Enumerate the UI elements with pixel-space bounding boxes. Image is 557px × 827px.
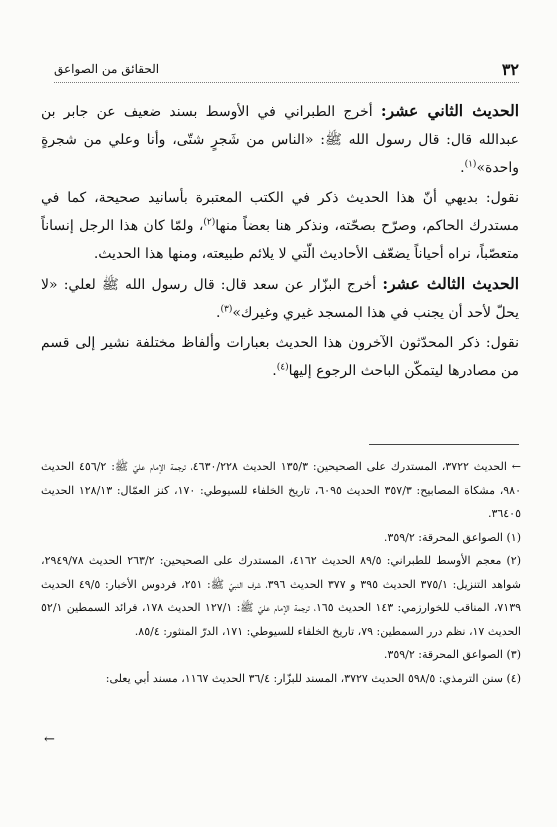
period: . — [272, 363, 277, 379]
footnote-3: (٣) الصواعق المحرقة: ٣٥٩/٢. — [383, 648, 521, 661]
footnote-ref-3[interactable]: (٣) — [220, 304, 233, 315]
hadith-13-paragraph — [41, 270, 519, 327]
commentary-1-text-a: نقول: بديهي أنّ هذا الحديث ذكر في الكتب المعتبرة بأسانيد صحيحة، كما في مستدرك الحاكم، وصرّح بصحّته، ونذكر هنا بعضاً منها — [41, 190, 519, 234]
footnote-1: (١) الصواعق المحرقة: ٣٥٩/٢. — [383, 530, 521, 544]
hadith-12-text: أخرج الطبراني في الأوسط بسند ضعيف عن جابر بن عبدالله قال: قال رسول الله ﷺ: «الناس من شَجرٍ شتّى، وأنا وعلي من شجرةٍ واحدة» — [41, 104, 519, 176]
footnote-ref-1[interactable]: (١) — [464, 159, 477, 170]
footnote-4: (٤) سنن الترمذي: ٥٩٨/٥ الحديث ٣٧٢٧، المسند للبزّار: ٣٦/٤ الحديث ١١٦٧، مسند أبي يعلى: — [105, 671, 521, 685]
footnote-continuation: ← الحديث ٣٧٢٢، المستدرك على الصحيحين: ١٣٥/٣ الحديث ٤٦٣٠/٢٢٨، ترجمة الإمام عليّ ﷺ: ٤٥٦/٢ الحديث ٩٨٠، مشكاة المصابيح: ٣٥٧/٣ الحديث ٦٠٩٥، تاريخ الخلفاء للسيوطي: ١٧٠، كنز العمّال: ١٢٨/١٣ الحديث ٣٦٤٠٥. — [41, 460, 522, 520]
footnote-ref-4[interactable]: (٤) — [276, 362, 289, 373]
main-text — [41, 97, 519, 387]
period: . — [216, 305, 221, 321]
page-header — [54, 58, 519, 83]
hadith-13-text: أخرج البزّار عن سعد قال: قال رسول الله ﷺ لعلي: «لا يحلّ لأحد أن يجنب في هذا المسجد غيري وغيرك» — [41, 277, 519, 321]
page-number: ٣٢ — [501, 60, 519, 79]
hadith-13-heading: الحديث الثالث عشر: — [382, 274, 520, 293]
footnote-2: (٢) معجم الأوسط للطبراني: ٨٩/٥ الحديث ٤١٦٢، المستدرك على الصحيحين: ٢٦٣/٢ الحديث ٢٩٤٩/٧٨، شواهد التنزيل: ٣٧٥/١ الحديث ٣٩٥ و ٣٧٧ الحديث ٣٩٦، شرف النبيّ ﷺ: ٢٥١، فردوس الأخبار: ٤٩/٥ الحديث ٧١٣٩، المناقب للخوارزمي: ١٤٣ الحديث ١٦٥، ترجمة الإمام عليّ ﷺ: ١٢٧/١ الحديث ١٧٨، فرائد السمطين ٥٢/١ الحديث ١٧، نظم درر السمطين: ٧٩، تاريخ الخلفاء للسيوطي: ١٧١، الدرّ المنثور: ٨٥/٤. — [41, 554, 522, 638]
continue-arrow-icon: ← — [44, 732, 55, 747]
commentary-1-text-b: ، ولمّا كان هذا الرجل إنساناً متعصّباً، نراه أحياناً يضعّف الأحاديث الّتي لا يلائم طبيعته، ومنها هذا الحديث. — [41, 218, 519, 262]
footnote-separator — [369, 444, 519, 445]
period: . — [460, 160, 465, 176]
footnotes — [41, 455, 521, 690]
footnote-ref-2[interactable]: (٢) — [203, 217, 216, 228]
commentary-2-paragraph — [41, 329, 519, 385]
hadith-12-heading: الحديث الثاني عشر: — [380, 101, 520, 120]
commentary-1-paragraph — [41, 184, 519, 268]
hadith-12-paragraph — [41, 97, 519, 182]
commentary-2-text: نقول: ذكر المحدّثون الآخرون هذا الحديث بعبارات وألفاظ مختلفة نشير إلى قسم من مصادرها ليتمكّن الباحث الرجوع إليها — [41, 335, 519, 379]
running-title: الحقائق من الصواعق — [54, 62, 160, 76]
